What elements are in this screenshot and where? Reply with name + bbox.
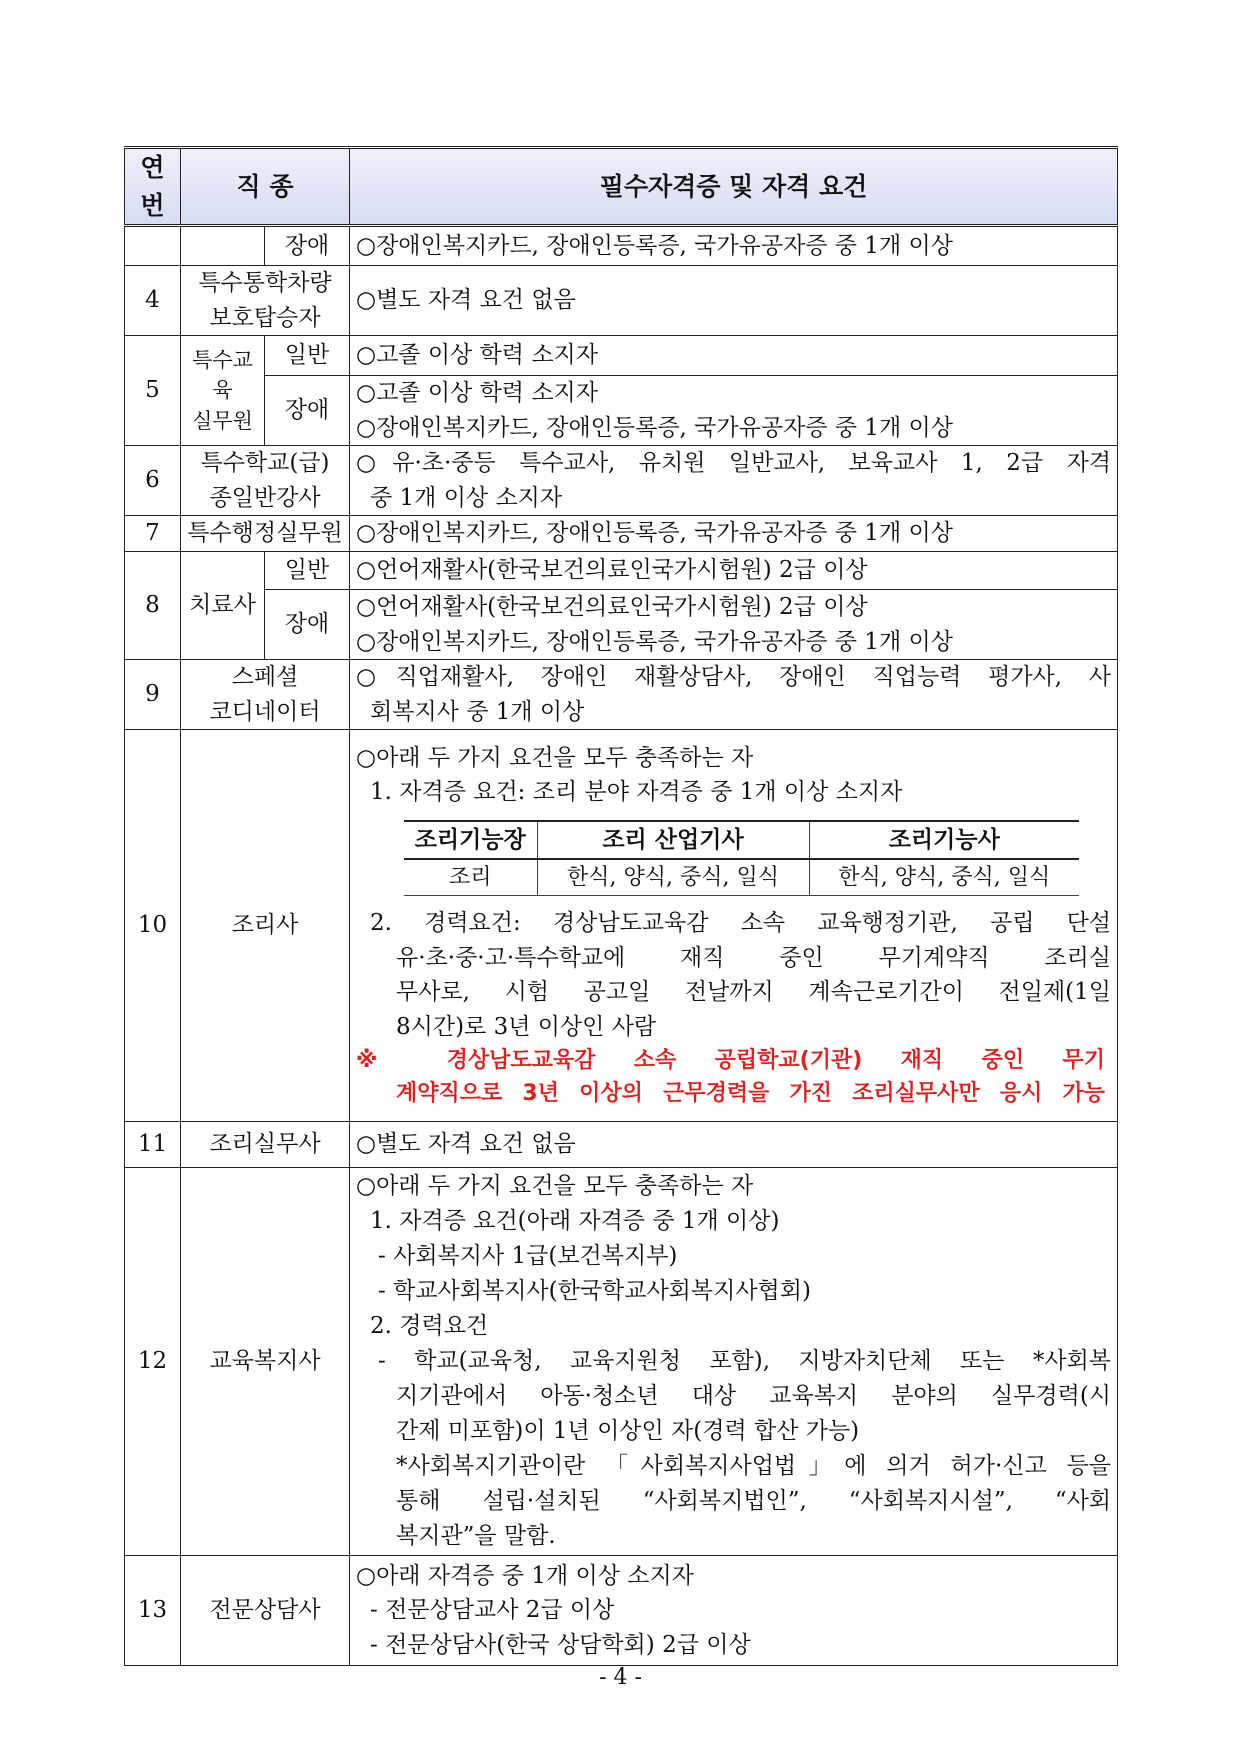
header-job: 직 종 <box>181 148 350 226</box>
requirement-line: 1. 자격증 요건(아래 자격증 중 1개 이상) <box>370 1208 780 1235</box>
sub-cell: 조리 <box>404 859 537 896</box>
requirement-line: ○아래 두 가지 요건을 모두 충족하는 자 <box>356 1173 754 1200</box>
requirement-line: 복지관”을 말함. <box>396 1522 556 1549</box>
job-title: 스페셜 코디네이터 <box>181 660 350 730</box>
job-title: 특수학교(급) 종일반강사 <box>181 446 350 516</box>
job-title: 특수행정실무원 <box>181 516 350 552</box>
job-title: 조리사 <box>181 730 350 1122</box>
sub-header: 조리 산업기사 <box>537 821 809 860</box>
requirement-line: ○장애인복지카드, 장애인등록증, 국가유공자증 중 1개 이상 <box>356 414 953 441</box>
requirement-line: 8시간)로 3년 이상인 사람 <box>396 1013 657 1040</box>
requirement-line: 2. 경력요건 <box>370 1313 489 1340</box>
header-no: 연번 <box>125 148 181 226</box>
sub-header: 조리기능장 <box>404 821 537 860</box>
requirement-line: ○아래 자격증 중 1개 이상 소지자 <box>356 1562 694 1589</box>
table-row <box>125 336 1118 376</box>
requirement-line: 통해 설립·설치된 “사회복지법인”, “사회복지시설”, “사회 <box>396 1487 1112 1514</box>
requirement-line: - 전문상담교사 2급 이상 <box>370 1597 615 1624</box>
job-title: 특수통학차량 보호탑승자 <box>181 266 350 336</box>
job-title: 치료사 <box>181 552 265 660</box>
row-number: 9 <box>125 660 181 730</box>
requirement-line: ○장애인복지카드, 장애인등록증, 국가유공자증 중 1개 이상 <box>356 232 953 259</box>
sub-category: 장애 <box>265 590 350 660</box>
table-row <box>125 516 1118 552</box>
sub-category: 장애 <box>265 226 350 266</box>
requirement-line: - 사회복지사 1급(보건복지부) <box>378 1243 678 1270</box>
table-row <box>125 552 1118 590</box>
table-row <box>125 1168 1118 1556</box>
table-row <box>125 376 1118 446</box>
row-number: 12 <box>125 1168 181 1556</box>
sub-cell: 한식, 양식, 중식, 일식 <box>809 859 1079 896</box>
requirement-line: - 학교(교육청, 교육지원청 포함), 지방자치단체 또는 *사회복 <box>378 1348 1112 1375</box>
requirement-line: ○아래 두 가지 요건을 모두 충족하는 자 <box>356 744 754 771</box>
sub-header: 조리기능사 <box>809 821 1079 860</box>
requirement-line: ○별도 자격 요건 없음 <box>356 287 576 314</box>
row-number: 13 <box>125 1556 181 1666</box>
requirement-line: - 전문상담사(한국 상담학회) 2급 이상 <box>370 1631 751 1658</box>
job-title: 조리실무사 <box>181 1122 350 1168</box>
row-number: 11 <box>125 1122 181 1168</box>
table-row <box>125 446 1118 516</box>
row-number: 8 <box>125 552 181 660</box>
requirement-line: ○장애인복지카드, 장애인등록증, 국가유공자증 중 1개 이상 <box>356 520 953 547</box>
row-number: 5 <box>125 336 181 446</box>
header-requirements: 필수자격증 및 자격 요건 <box>350 148 1118 226</box>
requirement-line: 지기관에서 아동·청소년 대상 교육복지 분야의 실무경력(시 <box>396 1382 1112 1409</box>
table-header-row <box>125 148 1118 226</box>
requirement-line: *사회복지기관이란 「사회복지사업법」에 의거 허가·신고 등을 <box>396 1452 1112 1479</box>
requirement-line: ○별도 자격 요건 없음 <box>356 1131 576 1158</box>
requirement-line: ○언어재활사(한국보건의료인국가시험원) 2급 이상 <box>356 594 868 620</box>
table-row <box>125 730 1118 1122</box>
qualification-table <box>124 146 1118 1666</box>
requirement-line: 간제 미포함)이 1년 이상인 자(경력 합산 가능) <box>396 1417 860 1444</box>
warning-note: ※ 경상남도교육감 소속 공립학교(기관) 재직 중인 무기 <box>356 1048 1106 1074</box>
requirement-line: 1. 자격증 요건: 조리 분야 자격증 중 1개 이상 소지자 <box>370 779 903 805</box>
requirement-line: ○언어재활사(한국보건의료인국가시험원) 2급 이상 <box>356 557 868 584</box>
page-number: - 4 - <box>599 1665 642 1690</box>
cooking-license-table <box>404 820 1079 897</box>
requirement-line: ○장애인복지카드, 장애인등록증, 국가유공자증 중 1개 이상 <box>356 628 953 655</box>
job-title: 교육복지사 <box>181 1168 350 1556</box>
job-title: 특수교육 실무원 <box>181 336 265 446</box>
requirement-line: ○고졸 이상 학력 소지자 <box>356 380 598 406</box>
sub-category: 일반 <box>265 552 350 590</box>
sub-category: 장애 <box>265 376 350 446</box>
table-row <box>125 1122 1118 1168</box>
requirement-line: 중 1개 이상 소지자 <box>370 484 563 511</box>
row-number: 7 <box>125 516 181 552</box>
requirement-line: 2. 경력요건: 경상남도교육감 소속 교육행정기관, 공립 단설 <box>370 910 1112 937</box>
table-row <box>125 226 1118 266</box>
table-row <box>125 1556 1118 1666</box>
requirement-line: ○유·초·중등 특수교사, 유치원 일반교사, 보육교사 1, 2급 자격 <box>356 450 1112 476</box>
requirement-line: - 학교사회복지사(한국학교사회복지사협회) <box>378 1278 811 1305</box>
requirement-line: ○직업재활사, 장애인 재활상담사, 장애인 직업능력 평가사, 사 <box>356 664 1112 690</box>
requirement-line: ○고졸 이상 학력 소지자 <box>356 342 598 369</box>
table-row <box>125 266 1118 336</box>
row-number: 10 <box>125 730 181 1122</box>
warning-note: 계약직으로 3년 이상의 근무경력을 가진 조리실무사만 응시 가능 <box>396 1081 1106 1107</box>
row-number: 6 <box>125 446 181 516</box>
row-number: 4 <box>125 266 181 336</box>
sub-category: 일반 <box>265 336 350 376</box>
table-row <box>125 590 1118 660</box>
requirement-line: 회복지사 중 1개 이상 <box>370 698 585 725</box>
requirement-line: 무사로, 시험 공고일 전날까지 계속근로기간이 전일제(1일 <box>396 979 1112 1006</box>
job-title: 전문상담사 <box>181 1556 350 1666</box>
requirement-line: 유·초·중·고·특수학교에 재직 중인 무기계약직 조리실 <box>396 944 1112 971</box>
table-row <box>125 660 1118 730</box>
sub-cell: 한식, 양식, 중식, 일식 <box>537 859 809 896</box>
